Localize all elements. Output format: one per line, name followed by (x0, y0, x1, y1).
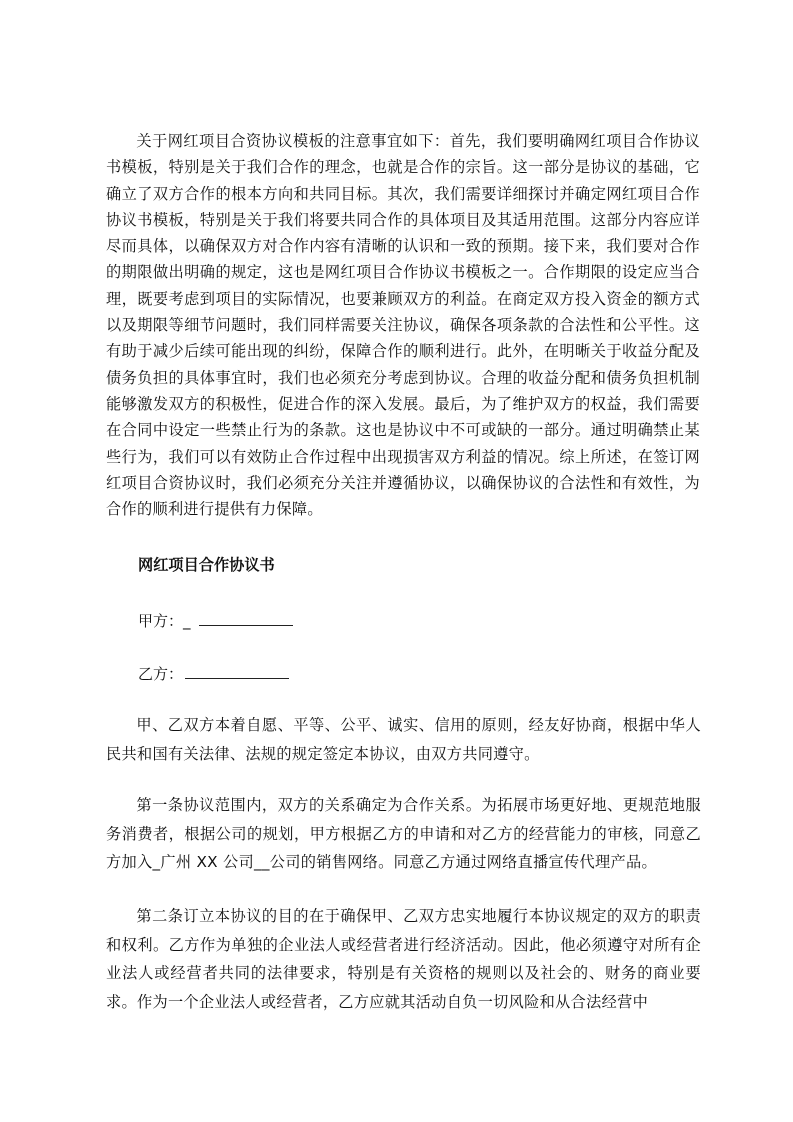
contract-title: 网红项目合作协议书 (138, 556, 275, 574)
party-b-label: 乙方： (138, 665, 184, 683)
article-1-paragraph: 第一条协议范围内，双方的关系确定为合作关系。为拓展市场更好地、更规范地服务消费者，根据公司的规划，甲方根据乙方的申请和对乙方的经营能力的审核，同意乙方加入_广州 XX 公司__公司的销售网络。同意乙方通过网络直播宣传代理产品。 (106, 796, 701, 871)
party-a-line (138, 610, 293, 632)
preamble-paragraph: 甲、乙双方本着自愿、平等、公平、诚实、信用的原则，经友好协商，根据中华人民共和国有关法律、法规的规定签定本协议，由双方共同遵守。 (106, 716, 701, 763)
party-a-label: 甲方：_ (138, 612, 191, 630)
party-b-blank (185, 664, 289, 679)
party-a-blank (199, 611, 293, 626)
intro-paragraph: 关于网红项目合资协议模板的注意事宜如下：首先，我们要明确网红项目合作协议书模板，特别是关于我们合作的理念，也就是合作的宗旨。这一部分是协议的基础，它确立了双方合作的根本方向和共同目标。其次，我们需要详细探讨并确定网红项目合作协议书模板，特别是关于我们将要共同合作的具体项目及其适用范围。这部分内容应详尽而具体，以确保双方对合作内容有清晰的认识和一致的预期。接下来，我们要对合作的期限做出明确的规定，这也是网红项目合作协议书模板之一。合作期限的设定应当合理，既要考虑到项目的实际情况，也要兼顾双方的利益。在商定双方投入资金的额方式以及期限等细节问题时，我们同样需要关注协议，确保各项条款的合法性和公平性。这有助于减少后续可能出现的纠纷，保障合作的顺利进行。此外，在明晰关于收益分配及债务负担的具体事宜时，我们也必须充分考虑到协议。合理的收益分配和债务负担机制能够激发双方的积极性，促进合作的深入发展。最后，为了维护双方的权益，我们需要在合同中设定一些禁止行为的条款。这也是协议中不可或缺的一部分。通过明确禁止某些行为，我们可以有效防止合作过程中出现损害双方利益的情况。综上所述，在签订网红项目合资协议时，我们必须充分关注并遵循协议，以确保协议的合法性和有效性，为合作的顺利进行提供有力保障。 (106, 132, 700, 519)
article-2-paragraph: 第二条订立本协议的目的在于确保甲、乙双方忠实地履行本协议规定的双方的职责和权利。乙方作为单独的企业法人或经营者进行经济活动。因此，他必须遵守对所有企业法人或经营者共同的法律要求，特别是有关资格的规则以及社会的、财务的商业要求。作为一个企业法人或经营者，乙方应就其活动自负一切风险和从合法经营中 (106, 907, 701, 1011)
party-b-line (138, 663, 289, 685)
